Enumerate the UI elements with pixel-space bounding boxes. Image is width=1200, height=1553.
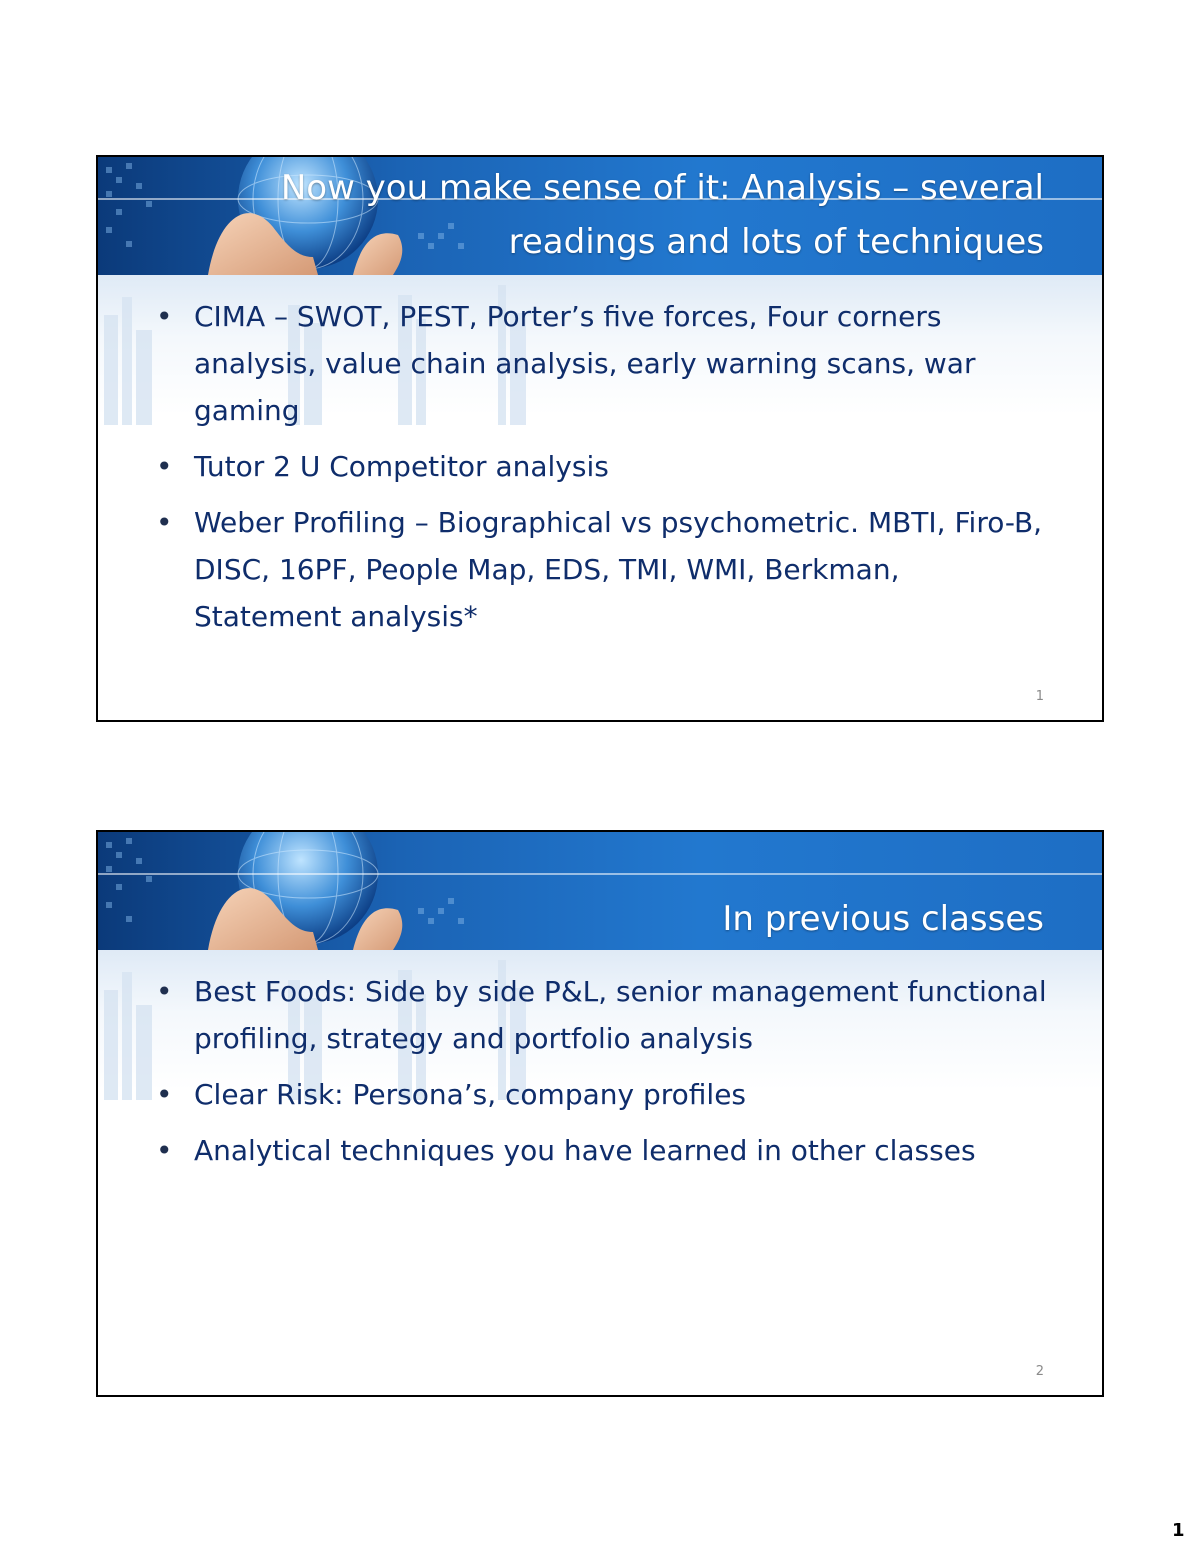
banner-divider [98, 873, 1102, 875]
bullet-icon: • [156, 1078, 173, 1111]
bullet-icon: • [156, 1134, 173, 1167]
bullet-text: CIMA – SWOT, PEST, Porter’s five forces, Four corners analysis, value chain analysis, early warning scans, war gaming [194, 300, 976, 427]
slide-title-line-1: Now you make sense of it: Analysis – several [280, 168, 1044, 208]
bullet-icon: • [156, 506, 173, 539]
list-item [154, 1071, 1054, 1118]
bullet-icon: • [156, 300, 173, 333]
list-item [154, 499, 1054, 640]
slide-number: 1 [1035, 689, 1044, 704]
slide-title: In previous classes [722, 899, 1044, 939]
page-number: 1 [1172, 1520, 1185, 1541]
list-item [154, 293, 1054, 434]
bullet-text: Tutor 2 U Competitor analysis [194, 450, 609, 483]
slide-2 [96, 830, 1104, 1397]
slide-title-line-2: readings and lots of techniques [508, 222, 1044, 262]
bullet-text: Weber Profiling – Biographical vs psychometric. MBTI, Firo-B, DISC, 16PF, People Map, EDS, TMI, WMI, Berkman, Statement analysis* [194, 506, 1043, 633]
list-item [154, 968, 1054, 1062]
bullet-text: Analytical techniques you have learned in other classes [194, 1134, 976, 1167]
list-item [154, 1127, 1054, 1174]
bullet-text: Best Foods: Side by side P&L, senior management functional profiling, strategy and portfolio analysis [194, 975, 1047, 1055]
globe-in-hand-image [98, 832, 618, 950]
slide-1 [96, 155, 1104, 722]
slide-number: 2 [1035, 1364, 1044, 1379]
list-item [154, 443, 1054, 490]
bullet-list [154, 968, 1054, 1183]
bullet-text: Clear Risk: Persona’s, company profiles [194, 1078, 747, 1111]
bullet-icon: • [156, 975, 173, 1008]
bullet-list [154, 293, 1054, 649]
slide-title [281, 161, 1044, 269]
bullet-icon: • [156, 450, 173, 483]
